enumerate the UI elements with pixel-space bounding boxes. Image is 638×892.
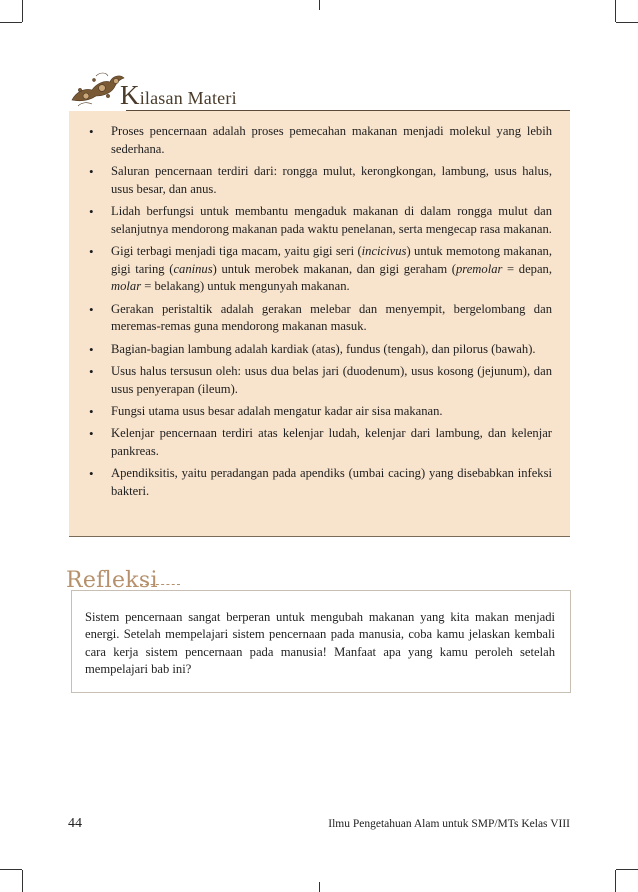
bullet-icon: • — [89, 203, 94, 219]
list-item — [89, 203, 552, 238]
list-item-text: Apendiksitis, yaitu peradangan pada apendiks (umbai cacing) yang disebabkan infeksi bakteri. — [111, 466, 552, 498]
page-number: 44 — [68, 816, 82, 831]
kilasan-materi-heading — [120, 82, 237, 109]
bullet-icon: • — [89, 426, 94, 442]
crop-mark — [0, 869, 22, 870]
kilasan-materi-list — [89, 123, 552, 505]
bullet-icon: • — [89, 163, 94, 179]
list-item — [89, 243, 552, 296]
bullet-icon: • — [89, 466, 94, 482]
crop-mark — [616, 22, 638, 23]
crop-mark — [0, 22, 22, 23]
list-item-text: Kelenjar pencernaan terdiri atas kelenjar ludah, kelenjar dari lambung, dan kelenjar pankreas. — [111, 426, 552, 458]
bullet-icon: • — [89, 124, 94, 139]
list-item — [89, 363, 552, 398]
crop-mark — [615, 0, 616, 22]
crop-mark — [615, 870, 616, 892]
refleksi-box — [71, 590, 571, 693]
crop-mark — [22, 870, 23, 892]
crop-mark — [319, 882, 320, 892]
list-item — [89, 341, 552, 359]
list-item-text: Gigi terbagi menjadi tiga macam, yaitu gigi seri (incicivus) untuk memotong makanan, gigi taring (caninus) untuk merobek makanan, dan gigi geraham (premolar = depan, molar = belakang) untuk mengunyah makanan. — [111, 243, 553, 294]
bullet-icon: • — [89, 403, 94, 419]
list-item-text: Saluran pencernaan terdiri dari: rongga mulut, kerongkongan, lambung, usus halus, usus besar, dan anus. — [111, 163, 552, 196]
crop-mark — [616, 869, 638, 870]
list-item-text: Proses pencernaan adalah proses pemecahan makanan menjadi molekul yang lebih sederhana. — [111, 124, 552, 156]
list-item-text: Usus halus tersusun oleh: usus dua belas jari (duodenum), usus kosong (jejunum), dan usus penyerapan (ileum). — [111, 363, 552, 396]
decorative-ornament-icon — [66, 66, 128, 110]
bullet-icon: • — [89, 301, 94, 317]
bullet-icon: • — [89, 243, 94, 259]
refleksi-heading: Refleksi — [66, 568, 158, 593]
list-item-text: Gerakan peristaltik adalah gerakan melebar dan menyempit, bergelombang dan meremas-remas guna mendorong makanan masuk. — [111, 301, 552, 334]
list-item — [89, 403, 552, 421]
list-item-text: Fungsi utama usus besar adalah mengatur kadar air sisa makanan. — [111, 403, 443, 418]
list-item — [89, 163, 552, 198]
kilasan-materi-box — [69, 111, 570, 537]
list-item — [89, 425, 552, 460]
crop-mark — [22, 0, 23, 22]
list-item-text: Lidah berfungsi untuk membantu mengaduk makanan di dalam rongga mulut dan selanjutnya mendorong makanan pada waktu penelanan, serta mengecap rasa makanan. — [111, 203, 552, 236]
bullet-icon: • — [89, 363, 94, 379]
crop-mark — [319, 0, 320, 10]
list-item-text: Bagian-bagian lambung adalah kardiak (atas), fundus (tengah), dan pilorus (bawah). — [111, 341, 536, 356]
heading-rest: ilasan Materi — [139, 88, 237, 108]
refleksi-heading-underline — [140, 584, 180, 585]
list-item — [89, 465, 552, 500]
refleksi-text: Sistem pencernaan sangat berperan untuk mengubah makanan yang kita makan menjadi energi. Setelah mempelajari sistem pencernaan pada manusia, coba kamu jelaskan kembali cara kerja sistem pencernaan pada manusia! Manfaat apa yang kamu peroleh setelah mempelajari bab ini? — [85, 610, 555, 677]
list-item — [89, 301, 552, 336]
bullet-icon: • — [89, 341, 94, 357]
heading-initial: K — [120, 80, 140, 110]
book-title: Ilmu Pengetahuan Alam untuk SMP/MTs Kelas VIII — [328, 818, 570, 830]
list-item — [89, 123, 552, 158]
